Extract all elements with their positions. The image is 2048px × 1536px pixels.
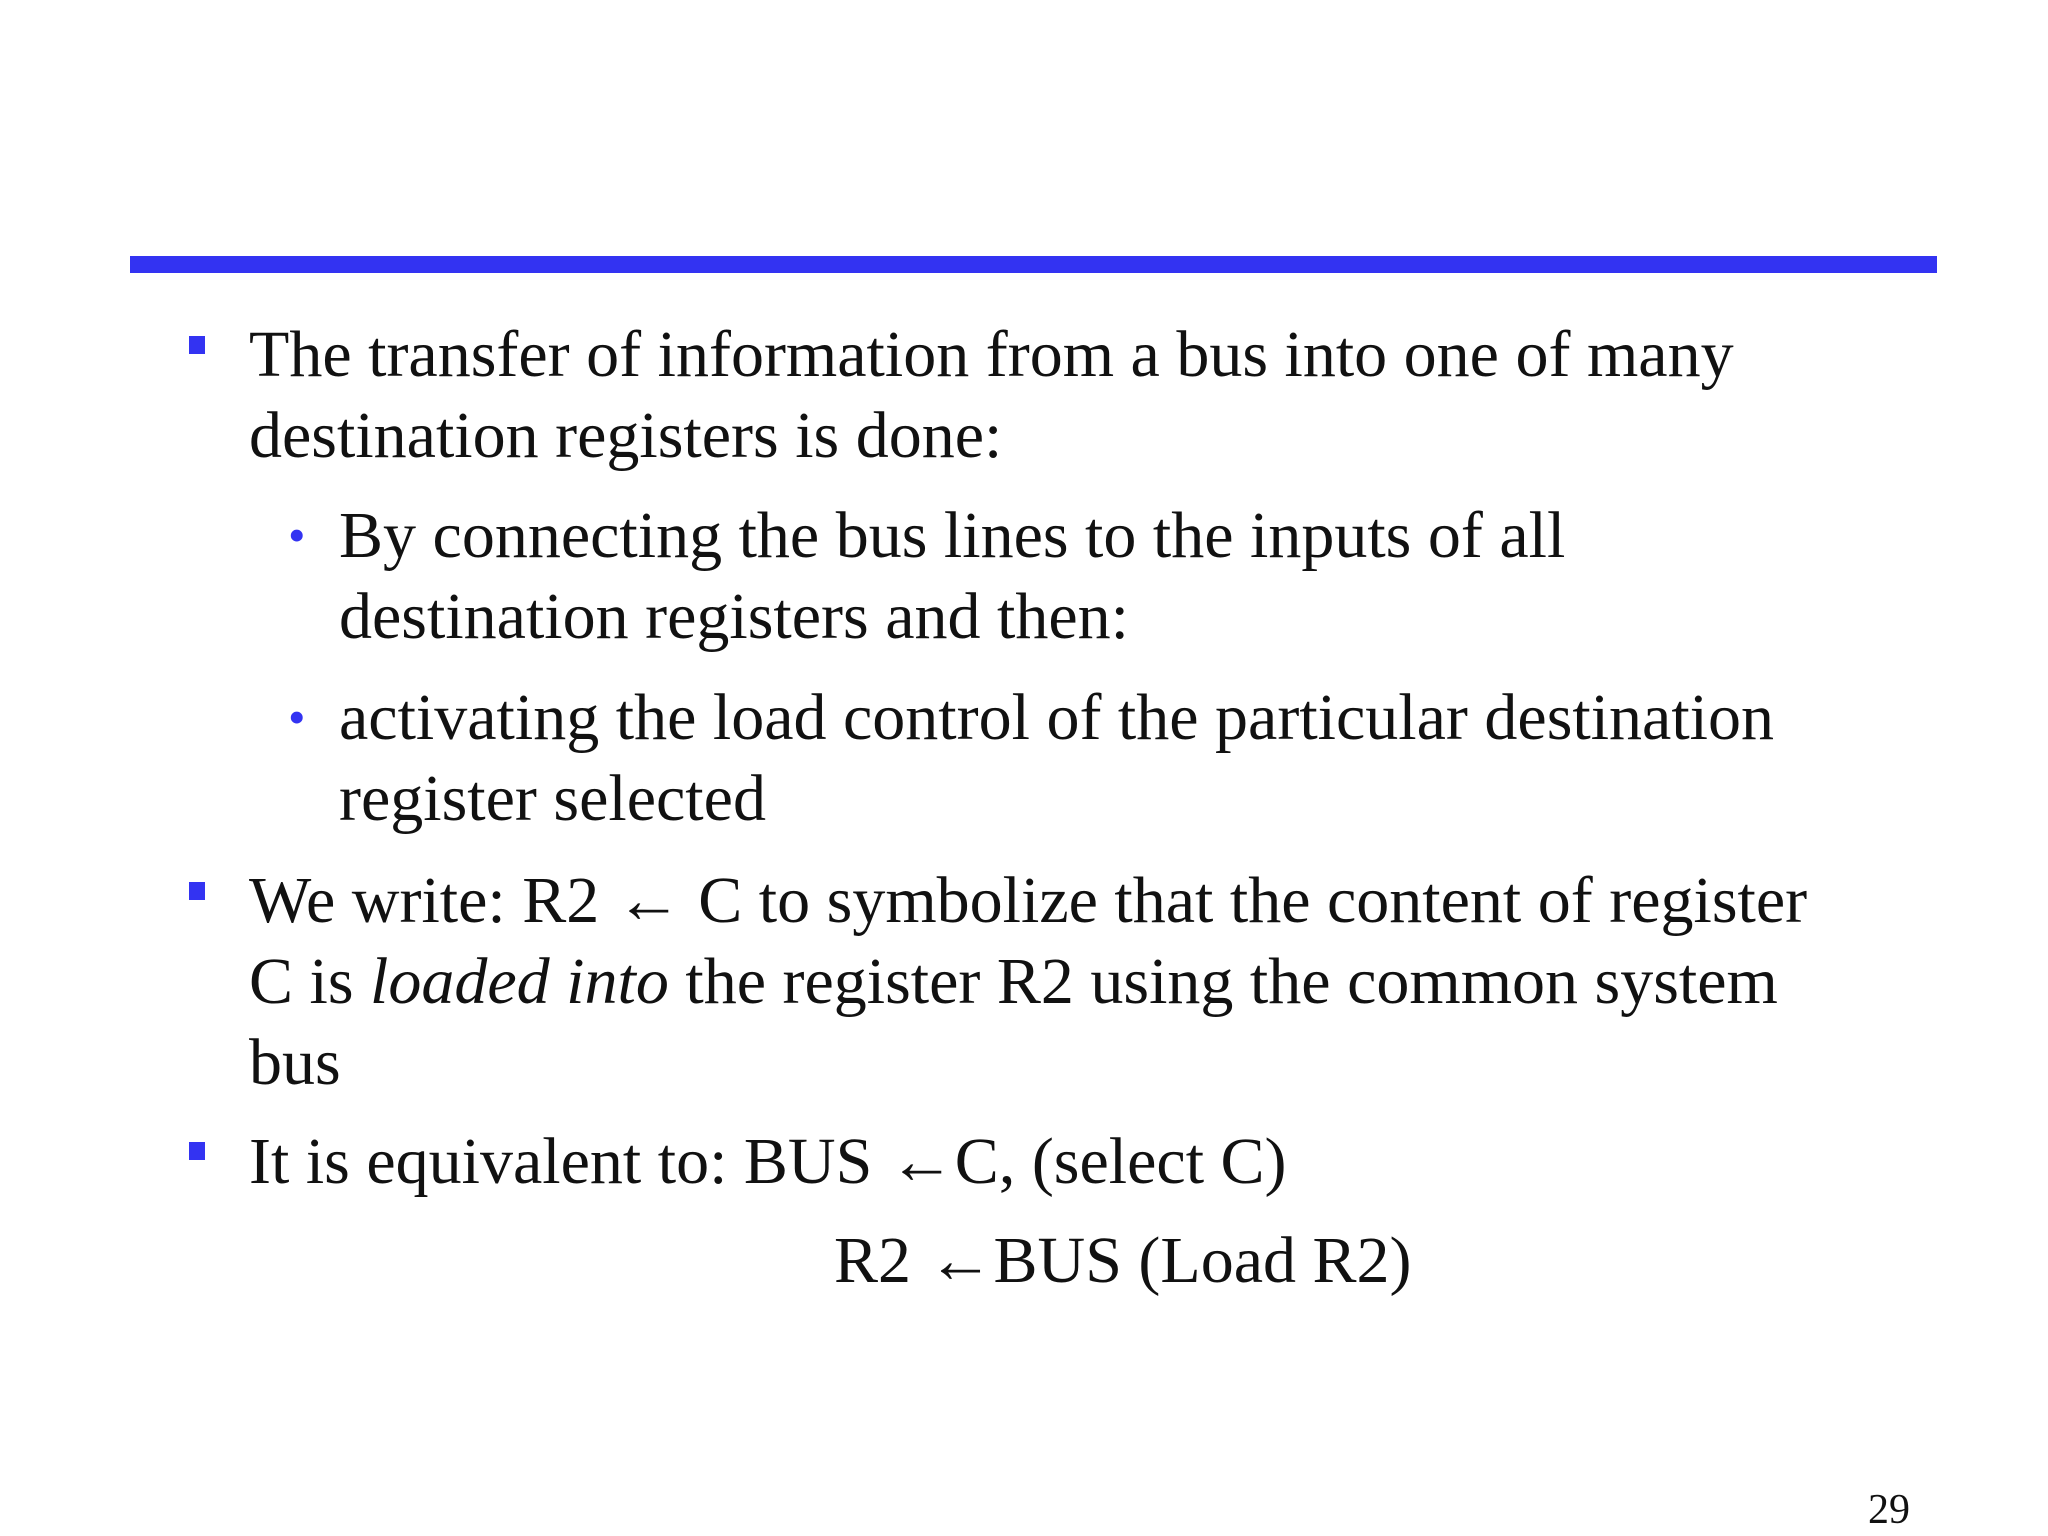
bullet-3-line-2: R2 ←BUS (Load R2) [834,1224,1412,1297]
sub-bullet-2-line-1: activating the load control of the particular destination [339,681,1775,754]
title-divider [130,256,1937,273]
page-number: 29 [1868,1487,1910,1533]
bullet-2-line-2-start: C is [249,945,371,1018]
sub-bullet-1-line-1: By connecting the bus lines to the inputs of all [339,499,1566,572]
bullet-2-line-2-end: the register R2 using the common system [668,945,1778,1018]
square-bullet-icon [189,1142,205,1160]
dot-bullet-icon: • [288,689,306,745]
square-bullet-icon [189,336,205,354]
sub-bullet-1-line-2: destination registers and then: [339,580,1129,653]
bullet-2-line-1: We write: R2 ← C to symbolize that the content of register [249,864,1808,937]
bullet-2-line-2 [249,941,1778,1022]
bullet-3-line-1: It is equivalent to: BUS ←C, (select C) [249,1125,1287,1198]
bullet-1-line-2: destination registers is done: [249,399,1003,472]
bullet-2-line-3: bus [249,1026,341,1099]
square-bullet-icon [189,882,205,900]
sub-bullet-2-line-2: register selected [339,762,766,835]
bullet-2-italic-phrase: loaded into [370,945,669,1018]
bullet-1-line-1: The transfer of information from a bus into one of many [249,318,1734,391]
dot-bullet-icon: • [288,507,306,563]
